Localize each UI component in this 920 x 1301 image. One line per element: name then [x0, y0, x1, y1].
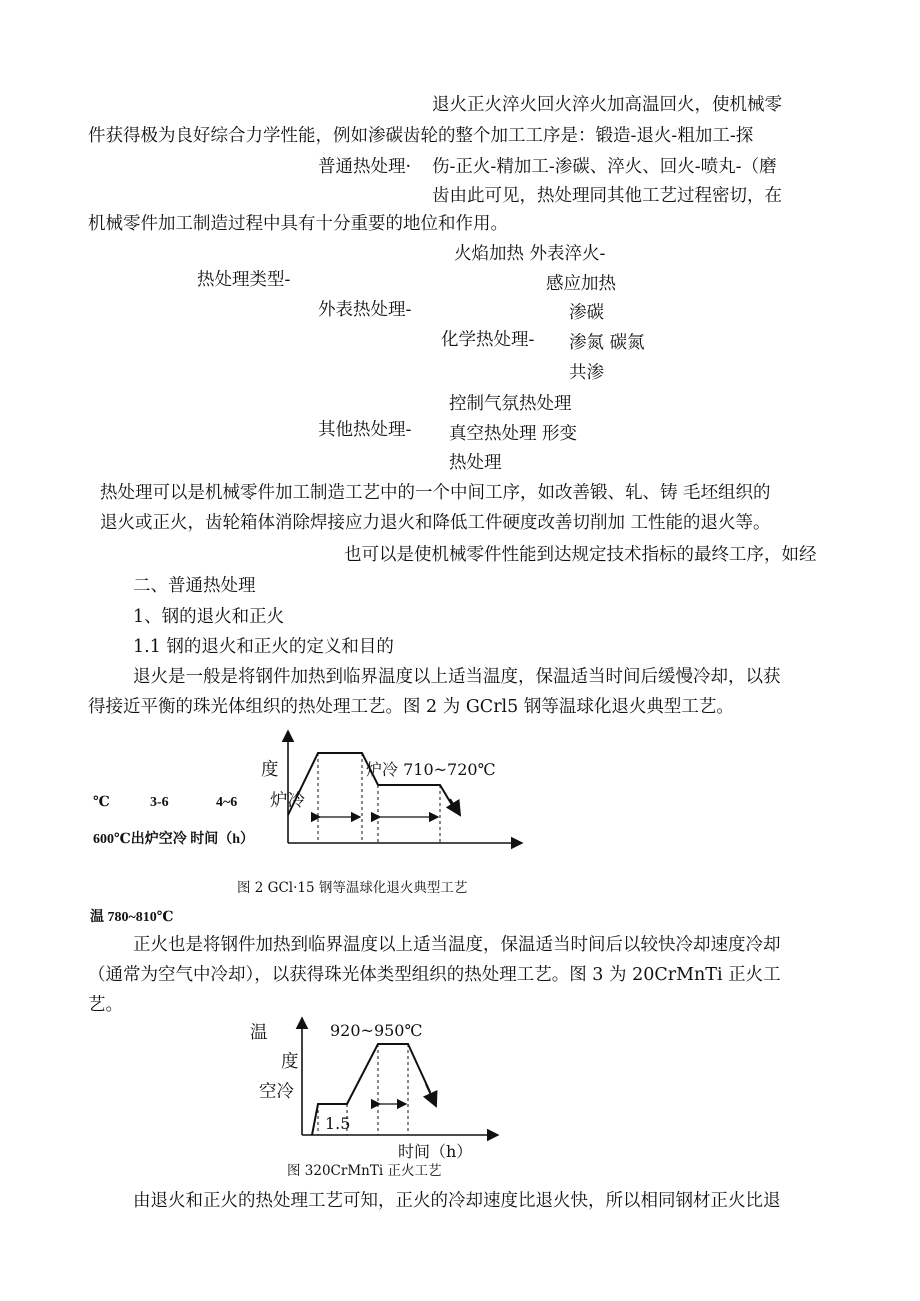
- tree-other: 其他热处理-: [318, 420, 412, 440]
- fig2-bottom: 600℃出炉空冷 时间（h）: [93, 832, 255, 847]
- para2-line-3: 也可以是使机械零件性能到达规定技术指标的最终工序，如经: [344, 545, 817, 565]
- fig3-hold: 1.5: [325, 1114, 351, 1133]
- fig2-axes: [288, 731, 522, 843]
- fig2-cool-arrow: [450, 799, 460, 815]
- tree-carburize: 渗碳: [569, 303, 604, 323]
- heading-ordinary-heat-treatment: 二、普通热处理: [133, 576, 256, 596]
- para2-line-1: 热处理可以是机械零件加工制造工艺中的一个中间工序，如改善锻、轧、铸 毛坯组织的: [100, 483, 771, 503]
- fig3-air: 空冷: [259, 1082, 294, 1102]
- intro-line-1: 退火正火淬火回火淬火加高温回火，使机械零: [432, 95, 782, 115]
- intro-line-5: 机械零件加工制造过程中具有十分重要的地位和作用。: [88, 214, 508, 234]
- fig3-range: 920~950℃: [330, 1021, 423, 1040]
- intro-line-3a: 普通热处理·: [318, 157, 412, 177]
- heading-definition: 1.1 钢的退火和正火的定义和目的: [133, 637, 394, 657]
- fig3-wen: 温: [250, 1023, 268, 1043]
- para2-line-2: 退火或正火，齿轮箱体消除焊接应力退火和降低工件硬度改善切削加 工性能的退火等。: [100, 513, 771, 533]
- tree-atmosphere: 控制气氛热处理: [449, 394, 572, 414]
- tree-induction: 感应加热: [546, 274, 616, 294]
- tree-chemical: 化学热处理-: [441, 330, 535, 350]
- fig2-t1: 3-6: [150, 795, 169, 810]
- fig2-t2: 4~6: [216, 795, 238, 810]
- intro-line-4: 齿由此可见，热处理同其他工艺过程密切，在: [432, 186, 782, 206]
- intro-line-3b: 伤-正火-精加工-渗碳、淬火、回火-喷丸-（磨: [432, 157, 777, 177]
- fig3-du: 度: [281, 1052, 299, 1072]
- anneal-line-1: 退火是一般是将钢件加热到临界温度以上适当温度，保温适当时间后缓慢冷却，以获: [133, 667, 781, 687]
- fig3-cool-arrow: [426, 1084, 436, 1106]
- tree-types: 热处理类型-: [197, 270, 291, 290]
- tree-surface: 外表热处理-: [318, 300, 412, 320]
- tree-thermo: 热处理: [449, 453, 502, 473]
- tree-flame: 火焰加热 外表淬火-: [454, 244, 606, 264]
- final-line-1: 由退火和正火的热处理工艺可知，正火的冷却速度比退火快，所以相同钢材正火比退: [133, 1191, 781, 1211]
- tree-vacuum: 真空热处理 形变: [449, 424, 578, 444]
- anneal-line-2: 得接近平衡的珠光体组织的热处理工艺。图 2 为 GCrl5 钢等温球化退火典型工艺。: [88, 697, 734, 717]
- fig2-deg: ℃: [93, 795, 110, 810]
- tree-nitride: 渗氮 碳氮: [569, 333, 645, 353]
- intro-line-2: 件获得极为良好综合力学性能，例如渗碳齿轮的整个加工工序是：锻造-退火-粗加工-探: [88, 126, 754, 146]
- fig3-caption: 图 320CrMnTi 正火工艺: [287, 1163, 442, 1179]
- tree-co: 共渗: [569, 363, 604, 383]
- fig2-temp-label: 温 780~810℃: [90, 910, 174, 925]
- fig2-y-char: 度: [261, 760, 279, 780]
- fig2-furnace-top: 炉冷 710~720℃: [366, 760, 496, 779]
- heading-anneal-normalize: 1、钢的退火和正火: [133, 607, 285, 627]
- fig2-diagram: [240, 725, 530, 850]
- fig2-caption: 图 2 GCl·15 钢等温球化退火典型工艺: [237, 880, 468, 896]
- normalize-line-3: 艺。: [88, 995, 123, 1015]
- normalize-line-2: （通常为空气中冷却），以获得珠光体类型组织的热处理工艺。图 3 为 20CrMnTi 正火工: [88, 965, 781, 985]
- fig2-furnace-left: 炉冷: [270, 791, 305, 811]
- normalize-line-1: 正火也是将钢件加热到临界温度以上适当温度，保温适当时间后以较快冷却速度冷却: [133, 935, 781, 955]
- fig3-time: 时间（h）: [398, 1142, 473, 1161]
